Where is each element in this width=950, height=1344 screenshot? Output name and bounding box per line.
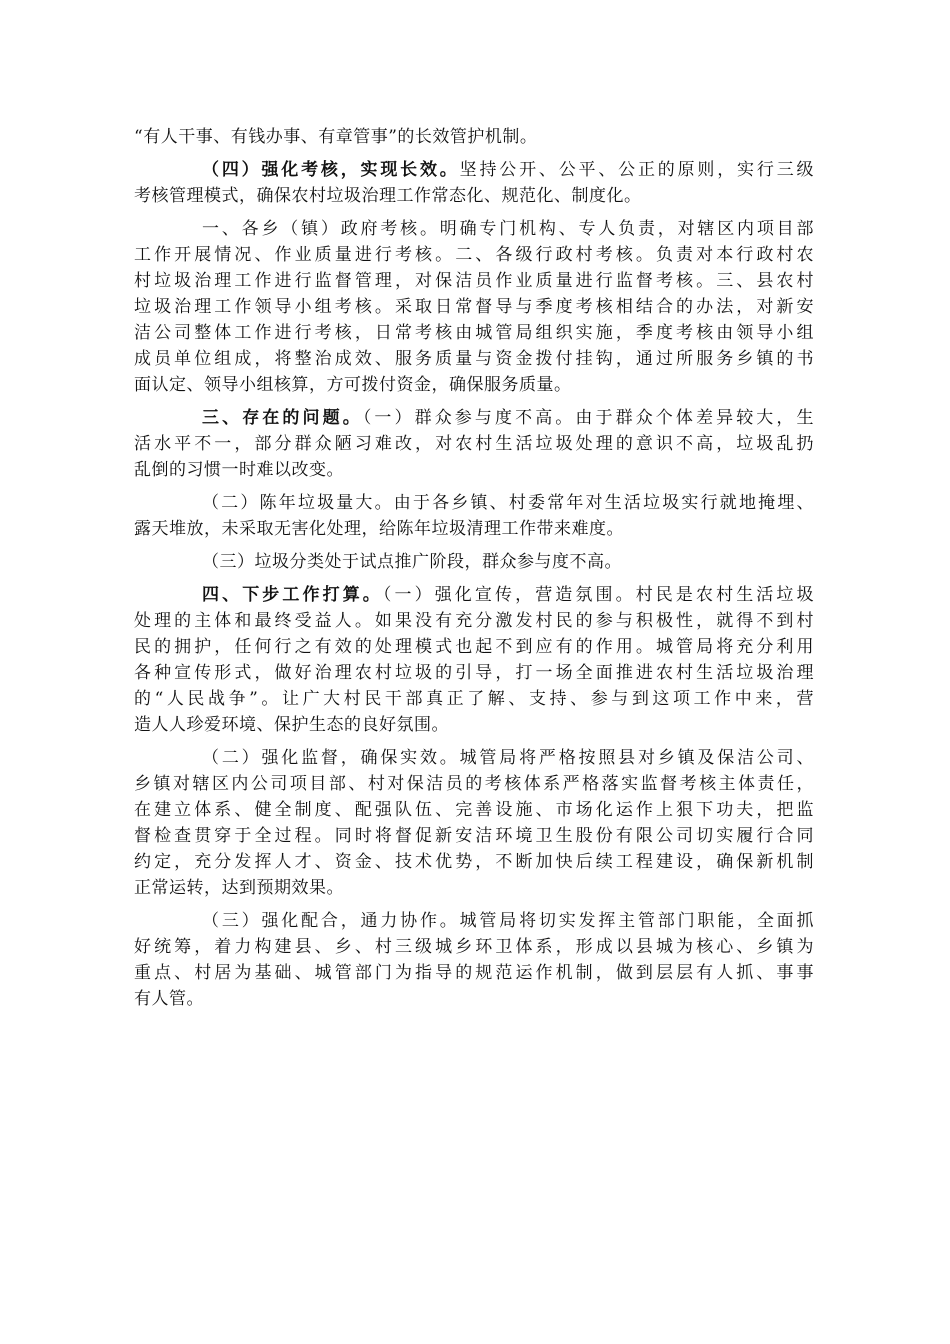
text-line: 乱倒的习惯一时难以改变。: [134, 460, 344, 480]
text-line: 面认定、领导小组核算，方可拨付资金，确保服务质量。: [134, 375, 572, 395]
text-line: 处理的主体和最终受益人。如果没有充分激发村民的参与积极性，就得不到村: [134, 611, 814, 631]
paragraph-mechanism: [134, 124, 814, 150]
text-line: “有人干事、有钱办事、有章管事”的长效管护机制。: [134, 127, 538, 147]
text-line: （三）强化配合，通力协作。城管局将切实发挥主管部门职能，全面抓: [202, 911, 814, 931]
paragraph-old-garbage: [134, 490, 814, 542]
text-line: [134, 582, 814, 608]
text-line: 乡镇对辖区内公司项目部、村对保洁员的考核体系严格落实监督考核主体责任，: [134, 774, 814, 794]
text-line: 各种宣传形式，做好治理农村垃圾的引导，打一场全面推进农村生活垃圾治理: [134, 663, 814, 683]
text-line: 成员单位组成，将整治成效、服务质量与资金拨付挂钩，通过所服务乡镇的书: [134, 349, 814, 369]
paragraph-cooperation: [134, 908, 814, 1012]
text-line: 活水平不一，部分群众陋习难改，对农村生活垃圾处理的意识不高，垃圾乱扔: [134, 434, 814, 454]
text-line: 好统筹，着力构建县、乡、村三级城乡环卫体系，形成以县城为核心、乡镇为: [134, 937, 814, 957]
text-line: 在建立体系、健全制度、配强队伍、完善设施、市场化运作上狠下功夫，把监: [134, 800, 814, 820]
text-line: 考核管理模式，确保农村垃圾治理工作常态化、规范化、制度化。: [134, 186, 642, 206]
text-line: 有人管。: [134, 989, 204, 1009]
text-span: 坚持公开、公平、公正的原则，实行三级: [459, 160, 815, 180]
text-line: 洁公司整体工作进行考核，日常考核由城管局组织实施，季度考核由领导小组: [134, 323, 814, 343]
text-line: 正常运转，达到预期效果。: [134, 878, 344, 898]
section-heading: 三、存在的问题。: [202, 408, 363, 428]
section-heading: （四）强化考核，实现长效。: [202, 160, 460, 180]
text-line: 民的拥护，任何行之有效的处理模式也起不到应有的作用。城管局将充分利用: [134, 637, 814, 657]
paragraph-assessment-heading: [134, 157, 814, 209]
text-line: 露天堆放，未采取无害化处理，给陈年垃圾清理工作带来难度。: [134, 519, 624, 539]
paragraph-problems: [134, 405, 814, 483]
text-line: 工作开展情况、作业质量进行考核。二、各级行政村考核。负责对本行政村农: [134, 245, 814, 265]
text-line: 督检查贯穿于全过程。同时将督促新安洁环境卫生股份有限公司切实履行合同: [134, 826, 814, 846]
text-line: [134, 405, 814, 431]
text-line: 造人人珍爱环境、保护生态的良好氛围。: [134, 715, 449, 735]
text-line: [134, 157, 814, 183]
text-span: （一）群众参与度不高。由于群众个体差异较大，生: [362, 408, 815, 428]
text-line: 垃圾治理工作领导小组考核。采取日常督导与季度考核相结合的办法，对新安: [134, 297, 814, 317]
paragraph-next-steps: [134, 582, 814, 738]
text-line: 重点、村居为基础、城管部门为指导的规范运作机制，做到层层有人抓、事事: [134, 963, 814, 983]
paragraph-supervision: [134, 745, 814, 901]
paragraph-assessment-detail: [134, 216, 814, 398]
text-line: 的“人民战争”。让广大村民干部真正了解、支持、参与到这项工作中来，营: [134, 689, 814, 709]
document-body: [134, 124, 814, 1012]
text-span: （一）强化宣传，营造氛围。村民是农村生活垃圾: [382, 585, 815, 605]
text-line: 一、各乡（镇）政府考核。明确专门机构、专人负责，对辖区内项目部: [202, 219, 814, 239]
text-line: （二）强化监督，确保实效。城管局将严格按照县对乡镇及保洁公司、: [202, 748, 814, 768]
text-line: （三）垃圾分类处于试点推广阶段，群众参与度不高。: [202, 552, 622, 572]
section-heading: 四、下步工作打算。: [202, 585, 383, 605]
paragraph-classification: [134, 549, 814, 575]
text-line: （二）陈年垃圾量大。由于各乡镇、村委常年对生活垃圾实行就地掩埋、: [202, 493, 814, 513]
text-line: 村垃圾治理工作进行监督管理，对保洁员作业质量进行监督考核。三、县农村: [134, 271, 814, 291]
text-line: 约定，充分发挥人才、资金、技术优势，不断加快后续工程建设，确保新机制: [134, 852, 814, 872]
